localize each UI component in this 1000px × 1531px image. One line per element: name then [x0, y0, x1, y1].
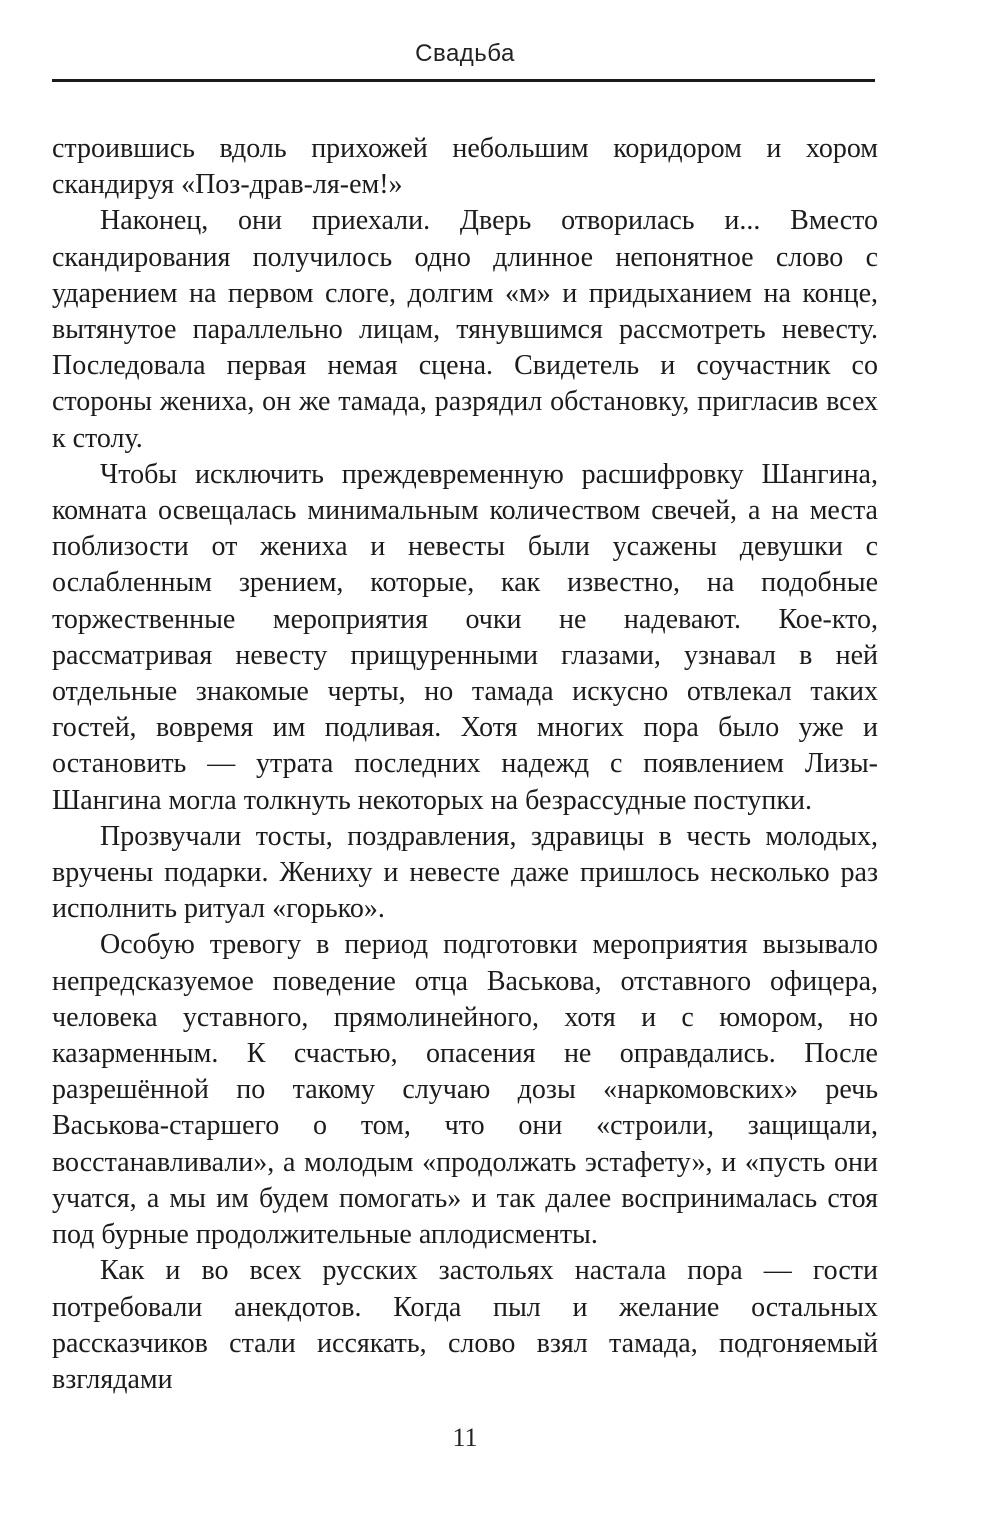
paragraph: Чтобы исключить преждевременную расшифровку Шангина, комната освещалась минимальным количеством свечей, а на места поблизости от жениха и невесты были усажены девушки с ослабленным зрением, которые, как известно, на подобные торжественные мероприятия очки не надевают. Кое-кто, рассматривая невесту прищуренными глазами, узнавал в ней отдельные знакомые черты, но тамада искусно отвлекал таких гостей, вовремя им подливая. Хотя многих пора было уже и остановить — утрата последних надежд с появлением Лизы-Шангина могла толкнуть некоторых на безрассудные поступки. [52, 458, 878, 816]
paragraph: Прозвучали тосты, поздравления, здравицы в честь молодых, вручены подарки. Жениху и невесте даже пришлось несколько раз исполнить ритуал «горько». [52, 820, 878, 925]
paragraph: строившись вдоль прихожей небольшим коридором и хором скандируя «Поз-драв-ля-ем!» [52, 133, 878, 201]
paragraph: Как и во всех русских застольях настала пора — гости потребовали анекдотов. Когда пыл и желание остальных рассказчиков стали иссякать, слово взял тамада, подгоняемый взглядами [52, 1255, 878, 1395]
paragraph: Наконец, они приехали. Дверь отворилась и... Вместо скандирования получилось одно длинное непонятное слово с ударением на первом слоге, долгим «м» и придыханием на конце, вытянутое параллельно лицам, тянувшимся рассмотреть невесту. Последовала первая немая сцена. Свидетель и соучастник со стороны жениха, он же тамада, разрядил обстановку, пригласив всех к столу. [52, 205, 878, 454]
page-number: 11 [452, 1423, 478, 1452]
paragraph: Особую тревогу в период подготовки мероприятия вызывало непредсказуемое поведение отца Васькова, отставного офицера, человека уставного, прямолинейного, хотя и с юмором, но казарменным. К счастью, опасения не оправдались. После разрешённой по такому случаю дозы «наркомовских» речь Васькова-старшего о том, что они «строили, защищали, восстанавливали», а молодым «продолжать эстафету», и «пусть они учатся, а мы им будем помогать» и так далее воспринималась стоя под бурные продолжительные аплодисменты. [52, 929, 878, 1251]
running-head: Свадьба [415, 40, 515, 67]
header-rule [52, 79, 875, 82]
body-text [52, 131, 878, 1398]
